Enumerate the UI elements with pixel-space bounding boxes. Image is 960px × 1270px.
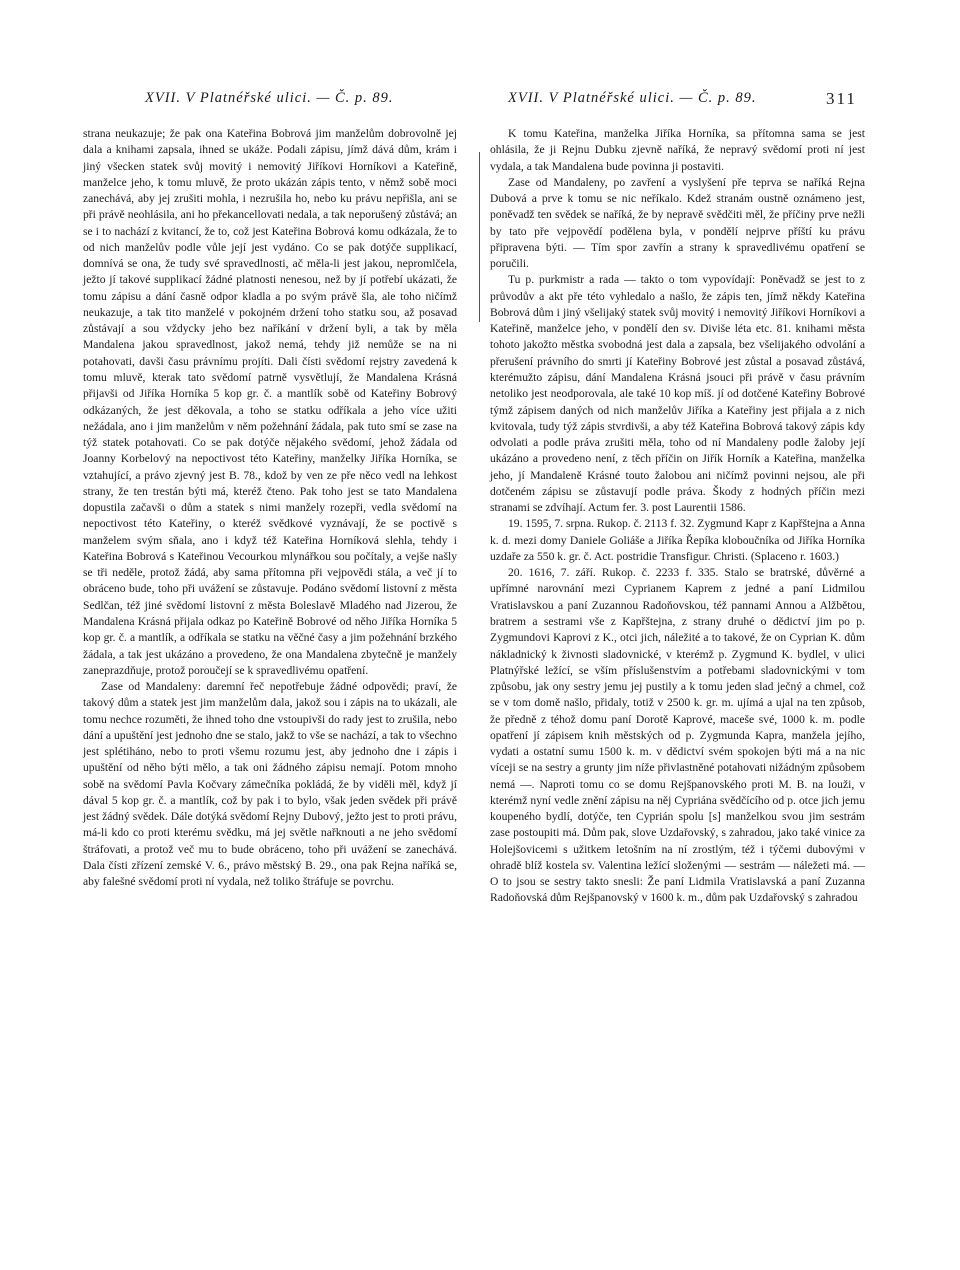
left-column <box>83 126 457 890</box>
right-paragraph-2: Zase od Mandaleny, po zavření a vyslyšení pře teprva se naříká Rejna Dubová a prve k tomu se nic neříkalo. Kdež stranám oustně oznámeno jest, poněvadž ten svědek se naříká, že by nepravě svědčiti měl, že příčiny prve nežli by tato pře vejpovědí podělena byla, v pondělí nejprve příští ku právu připravena býti. — Tím spor zavřín a strany k spravedlivému opatření se poručili. <box>490 175 865 271</box>
running-header-right: XVII. V Platnéřské ulici. — Č. p. 89. <box>508 90 757 106</box>
left-paragraph-2: Zase od Mandaleny: daremní řeč nepotřebuje žádné odpovědi; praví, že takový dům a statek jest jim manželům dala, jakož sou i zápis na to ukázali, ale tomu nechce rozuměti, že ihned toho dne vstoupivši do rady jest to zrušila, nebo dání a upuštění jest jednoho dne se stalo, jakž to vše se nachází, a tak to všechno jest splétiháno, nebo to proti všemu rozumu jest, aby jednoho dne i zápis i upuštění od něho býti mělo, a tak oni žádného zápisu nemají. Potom mnoho sobě na svědomí Pavla Kočvary zámečníka pokládá, že by viděli měl, když jí dával 5 kop gr. č. a mantlík, což by pak i to bylo, však jeden svědek při právě jest žádný svědek. Dále dotýká svědomí Rejny Dubový, ježto jest to proti právu, má-li kdo co proti kterému svědku, má jej světle nařknouti a ne jeho svědomí štráfovati, a protož več mu to bude obráceno, toho při uvážení se zanechává. Dala čísti zřízení zemské V. 6., právo městský B. 29., ona pak Rejna naříká se, aby falešné svědomí proti ní vydala, než toliko štráfuje se povrchu. <box>83 680 457 889</box>
right-paragraph-1: K tomu Kateřina, manželka Jiříka Horníka, sa přítomna sama se jest ohlásila, že ji Rejnu Dubku zjevně naříká, že nepravý svědomí proti ní jest vydala, a tak Mandalena bude povinna ji postaviti. <box>490 127 865 173</box>
right-paragraph-4: 19. 1595, 7. srpna. Rukop. č. 2113 f. 32. Zygmund Kapr z Kapřštejna a Anna k. d. mezi domy Daniele Goliáše a Jiříka Řepíka kloboučníka od Jiříka Horníka uzdaře za 550 k. gr. č. Act. postridie Transfigur. Christi. (Splaceno r. 1603.) <box>490 517 865 563</box>
right-paragraph-5: 20. 1616, 7. září. Rukop. č. 2233 f. 335. Stalo se bratrské, důvěrné a upřímné narovnání mezi Cyprianem Kaprem z jedné a paní Lidmilou Vratislavskou a paní Zuzannou Radoňovskou, též pannami Annou a Alžbětou, bratrem a sestrami vše z Kapřštejna, z strany druhé o dědictví jim po p. Zygmundovi Kaprovi z K., otci jich, náležité a to takové, že on Cyprian K. dům nákladnický k živnosti sladovnické, v kterémž p. Zygmund K. bydlel, v ulici Platnýřské ležící, se vším příslušenstvím a potřebami sladovnickými v tom způsobu, jak ony sestry jemu jej pustily a k tomu jeden slad ječný a chmel, což se v tom domě našlo, přidaly, totiž v 2500 k. gr. m. ujímá a ujal na ten způsob, že předně z téhož domu paní Dorotě Kaprové, maceše své, 1000 k. m. podle opatření jí zápisem knih městských od p. Zygmunda Kapra, manžela jejího, vydati a ostatní sumu 1500 k. m. v dědictví svém spokojen býti má a na nic víceji se na sestry a grunty jim níže přivlastněné potahovati nižádným způsobem nemá —. Naproti tomu co se domu Rejšpanovského proti M. B. na louži, v kterémž nyní vedle znění zápisu na něj Cypriána svědčícího od p. otce jich jemu koupeného bydlí, dotýče, ten Cyprián spolu [s] manželkou svou jim sestrám zase postoupiti má. Dům pak, slove Uzdařovský, s zahradou, jako také vinice za Holejšovicemi s užitkem letošním na ní zrostlým, též i týčemi dubovými v ohradě blíž kostela sv. Valentina ležící složenými — sestrám — náležeti má. — O to jsou se sestry takto snesli: Že paní Lidmila Vratislavská a paní Zuzanna Radoňovská dům Rejšpanovský v 1600 k. m., dům pak Uzdařovský s zahradou <box>490 566 865 905</box>
right-column <box>490 126 865 907</box>
page-number: 311 <box>826 89 857 108</box>
column-rule <box>479 152 480 322</box>
left-paragraph-1: strana neukazuje; že pak ona Kateřina Bobrová jim manželům dobrovolně jej dala a knihami zapsala, ihned se ukáže. Podali zápisu, jímž dává dům, krám i jiný všecken statek svůj movitý i nemovitý Jiříkovi Horníkovi a Kateřině, manželce jeho, k tomu mluvě, že proto ukázán zápis tento, v němž sobě moci zanechává, aby jej zrušiti mohla, i nezrušila ho, nebo ku právu nepřišla, ani se při právě neohlásila, ani ho překancellovati nedala, a tak neporušený zůstává; an se i to nachází z kvitancí, že to, což jest Kateřina Bobrová komu odkázala, že to od nich manželův podle vůle její jest vydáno. Co se pak dotýče supplikací, domnívá se ona, že tudy své spravedlnosti, ač měla-li jest jakou, nepromlčela, ježto jí takové supplikací žádné platnosti nenesou, než by jí potřebí ukázati, že tomu zápisu a dání časně odpor kladla a po svým právě šla, ale toho ničímž neukazuje, a tak tito manželé v pokojném držení toho statku sou, až posavad zůstávají a sou vždycky jeho bez naříkání v držení byli, a tak by měla Mandalena jakou spravedlnost, jakož nemá, tehdy již nemůže se na ni potahovati, davši času právnímu projíti. Dali čísti svědomí rejstry zavedená k tomu mluvě, kterak tato svědomí patrně vysvětlují, že Mandalena Krásná přijavši od Jiříka Horníka 5 kop gr. č. a mantlík sobě od Kateřiny Bobrový odkázaných, že jest děkovala, a toho se statku odříkala a jeho více užiti nežádala, ano i jim manželům v něm požehnání žádala, pak tuto smí se zase na týž statek potahovati. Co se pak dotýče nějakého svědomí, jehož žádala od Joanny Korbelový na nepoctivost této Kateřiny, manželky Jiříka Horníka, se vztahující, a právo zjevný jest B. 78., kdož by ven ze pře něco vedl na lehkost strany, že ten trestán býti má, kteréž čteno. Pak toho jest se tato Mandalena dopustila začavši o dům a statek s nimi manžely rozepři, vedla svědomí na nepoctivost této Kateřiny, o kteréž svědkové vyznávají, že se poctivě s manželem svým sňala, ano i když též Kateřina Horníková slehla, tehdy i Kateřina Bobrová s Kateřinou Vecourkou mlynářkou sou počítaly, a vejše našly se tři neděle, protož žádá, aby sama přítomna při vejpovědi stála, a več jí to obráceno bude, toho při uvážení se zůstavuje. Podáno svědomí listovní z města Sedlčan, též jiné svědomí listovní z města Boleslavě Mladého nad Jizerou, že Mandalena Krásná přijala odkaz po Kateřině Bobrové od něho Jiříka Horníka 5 kop gr. č. a mantlík, a odříkala se statku na věčné časy a jim požehnání brzkého žádala, a tak jest ukázáno a provedeno, že ona Mandalena zbytečně je manžely zaneprazdňuje, protož poroučejí se k spravedlivému opatření. <box>83 127 457 677</box>
running-header-left: XVII. V Platnéřské ulici. — Č. p. 89. <box>145 90 394 106</box>
right-paragraph-3: Tu p. purkmistr a rada — takto o tom vypovídají: Poněvadž se jest to z průvodův a akt pře této vyhledalo a našlo, že zápis ten, jímž někdy Kateřina Bobrová dům i jiný všelijaký statek svůj movitý i nemovitý Jiříkovi Horníkovi a Kateřině, manželce jeho, v pondělí den sv. Diviše léta etc. 81. knihami města tohoto jakožto městka svobodná jest dala a zapsala, bez všelijakého odvolání a přerušení právního do smrti jí Kateřiny Bobrové jest zůstal a posavad zůstává, kterémužto zápisu, dání Mandalena Krásná jsouci při právě v času právním netoliko jest neodporovala, ale také 10 kop míš. jí od dotčené Kateřiny Bobrové týmž zápisem daných od nich manželův Jiříka a Kateřiny jest přijala a z nich kvitovala, tudy týž zápis stvrdivši, a aby též Kateřina Bobrová takový zápis kdy odvolati a podle práva zrušiti měla, toho od ní Mandaleny podle žaloby její ukázáno a provedeno není, z těch příčin on Jiřík Horník a Kateřina, manželka jeho, jí Mandaleně Krásné touto žalobou ani ničímž povinni nejsou, ale při dotčeném zápisu se zůstavují podle práva. Škody z hodných příčin mezi stranami se zdvíhají. Actum fer. 3. post Laurentii 1586. <box>490 273 865 515</box>
